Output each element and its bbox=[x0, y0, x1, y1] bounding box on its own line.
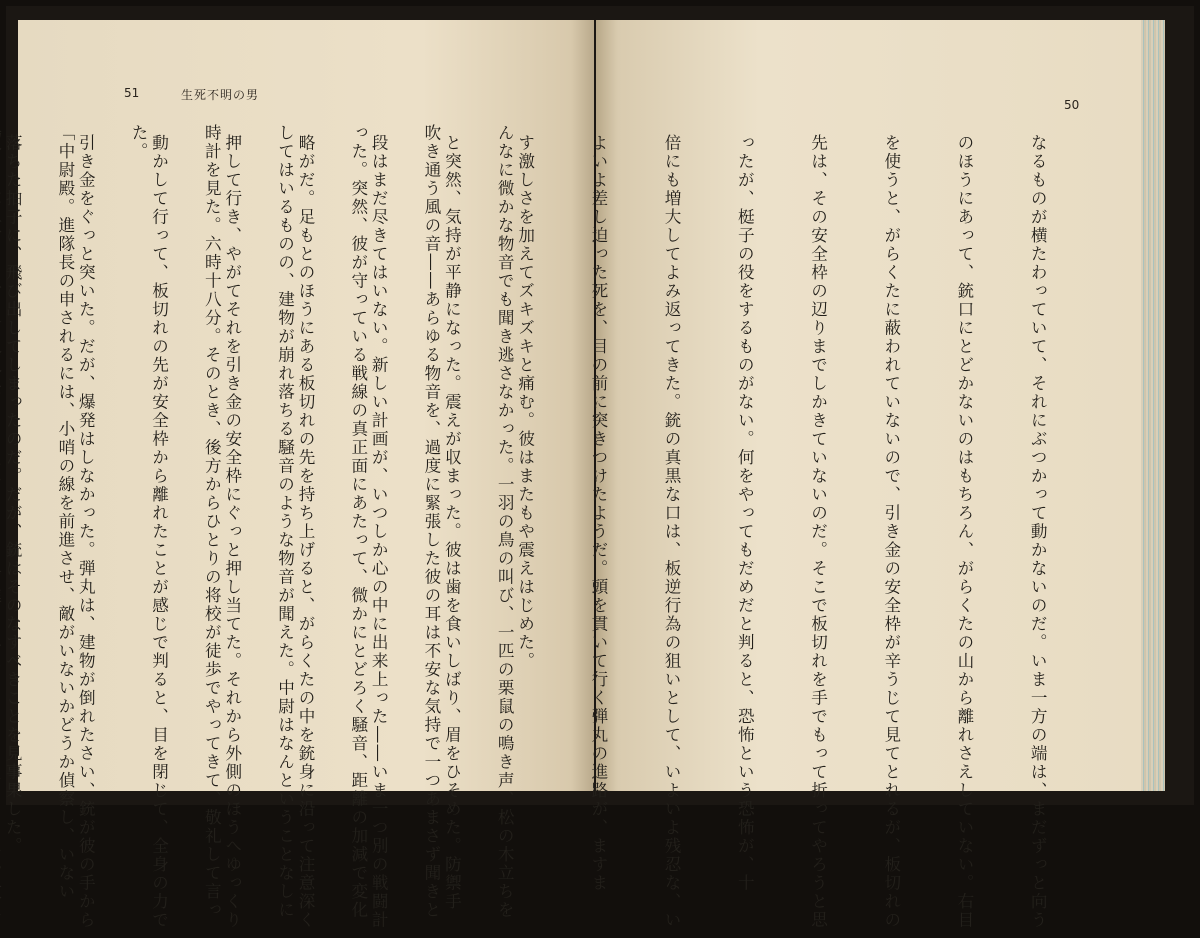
text-line: 「中尉殿。進隊長の申されるには、小哨の線を前進させ、敵がいないかどうか偵察し、いない bbox=[55, 124, 75, 901]
right-page-number: 50 bbox=[1064, 98, 1080, 112]
text-line: んなに微かな物音でも聞き逃さなかった。一羽の鳥の叫び、一匹の栗鼠の鳴き声、松の木立ちを bbox=[495, 124, 515, 920]
text-line: 倍にも増大してよみ返ってきた。銃の真黒な口は、板逆行為の狙いとして、いよいよ残忍な、い bbox=[662, 134, 682, 930]
text-line: ったが、梃子の役をするものがない。何をやってもだめだと判ると、恐怖という恐怖が、十 bbox=[735, 134, 755, 893]
text-line: す激しさを加えてズキズキと痛む。彼はまたもや震えはじめた。 bbox=[515, 134, 535, 671]
text-line: 動かして行って、板切れの先が安全枠から離れたことが感じで判ると、目を閉じて、全身の力で bbox=[149, 134, 169, 930]
text-line: してはいるものの、建物が崩れ落ちる騒音のような物音が聞えた。中尉はなんということなしに bbox=[275, 124, 295, 920]
book-spread bbox=[3, 6, 1194, 930]
text-line: 吹き通う風の音――あらゆる物音を、過度に緊張した彼の耳は不安な気持で一つあまさず聞きと bbox=[421, 124, 441, 920]
text-line: を使うと、がらくたに蔽われていないので、引き金の安全枠が辛うじて見てとれるが、板切れの bbox=[881, 134, 901, 930]
text-line: 時計を見た。六時十八分。そのとき、後方からひとりの将校が徒歩でやってきて、敬礼して言っ bbox=[202, 124, 222, 920]
text-line: なるものが横たわっていて、それにぶつかって動かないのだ。いま一方の端は、まだずっと向う bbox=[1028, 134, 1048, 930]
text-line: 先は、その安全枠の辺りまでしかきていないのだ。そこで板切れを手でもって折ってやろうと思 bbox=[808, 134, 828, 930]
page-edges bbox=[1141, 20, 1165, 791]
text-line: と突然、気持が平静になった。震えが収まった。彼は歯を食いしばり、眉をひそめた。防禦手 bbox=[442, 134, 462, 911]
text-line: 略がだ。足もとのほうにある板切れの先を持ち上げると、がらくたの中を銃身に沿って注意深く bbox=[296, 134, 315, 930]
text-line: のほうにあって、銃口にとどかないのはもちろん、がらくたの山から離れさえしていない。右目 bbox=[954, 134, 974, 930]
text-line: 押して行き、やがてそれを引き金の安全枠にぐっと押し当てた。それから外側のほうへゆっくり bbox=[222, 134, 242, 930]
running-head: 生死不明の男 bbox=[181, 88, 260, 102]
text-line: よいよ差し迫った死を、目の前に突きつけたようだ。頭を貫いて行く弾丸の進路が、ますま bbox=[588, 134, 608, 893]
text-line: 落ちた拍子に、飛び出してしまったのだ。だが、銃はそのなすべきことを見事果した。 bbox=[3, 134, 23, 856]
text-line: 段はまだ尽きてはいない。新しい計画が、いつしか心の中に出来上った――いま一つ別の戦闘計 bbox=[369, 134, 389, 930]
text-line: った。突然、彼が守っている戦線の真正面にあたって、微かにとどろく騒音、距離の加減で変化 bbox=[348, 124, 368, 920]
text-line: た。 bbox=[129, 124, 149, 161]
left-page-number: 51 bbox=[124, 86, 140, 100]
text-line: 引き金をぐっと突いた。だが、爆発はしなかった。弾丸は、建物が倒れたさい、銃が彼の手から bbox=[76, 134, 96, 930]
